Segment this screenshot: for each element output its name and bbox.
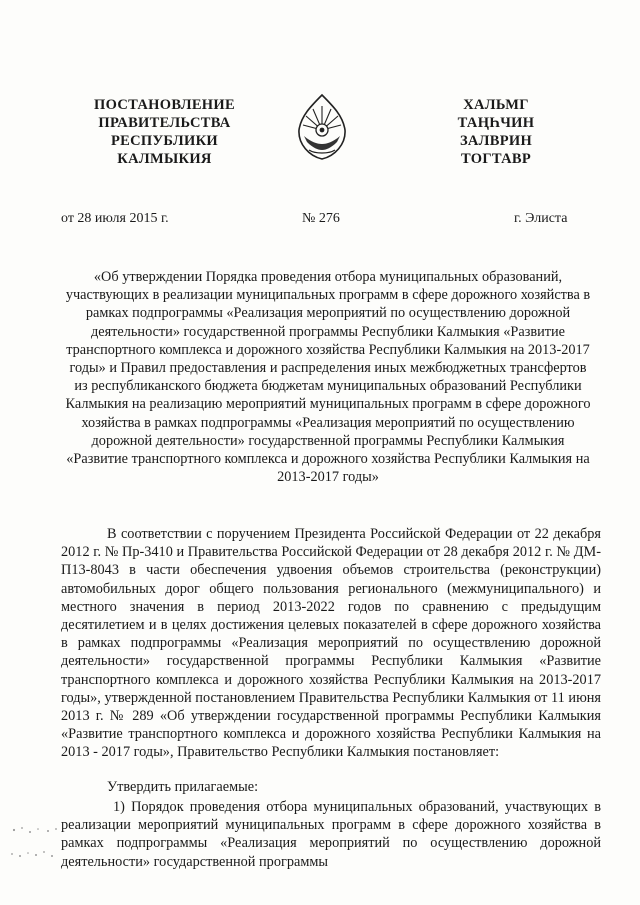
preamble-paragraph: В соответствии с поручением Президента Российской Федерации от 22 декабря 2012 г. № Пр-3410 и Правительства Российской Федерации от 28 декабря 2012 г. № ДМ-П13-8043 в части обеспечения удвоения объемов строительства (реконструкции) автомобильных дорог общего пользования регионального (межмуниципального) и местного значения в период 2013-2022 годов по сравнению с предыдущим десятилетием и в целях достижения целевых показателей в сфере дорожного хозяйства в рамках подпрограммы «Реализация мероприятий по осуществлению дорожной деятельности» государственной программы Республики Калмыкия «Развитие транспортного комплекса и дорожного хозяйства Республики Калмыкия на 2013-2017 годы», утвержденной постановлением Правительства Республики Калмыкия от 11 июня 2013 г. № 289 «Об утверждении государственной программы Республики Калмыкия «Развитие транспортного комплекса и дорожного хозяйства Республики Калмыкия на 2013 - 2017 годы», Правительство Республики Калмыкия постановляет: (61, 526, 601, 761)
approve-line: Утвердить прилагаемые: (107, 779, 259, 795)
header-left-line: ПРАВИТЕЛЬСТВА (98, 115, 231, 131)
header-left-line: РЕСПУБЛИКИ (110, 133, 219, 149)
kalmykia-coat-of-arms-icon (291, 92, 353, 162)
header-left-line: ПОСТАНОВЛЕНИЕ (94, 97, 235, 113)
header-right-line: ТОГТАВР (460, 151, 532, 167)
document-number: № 276 (302, 211, 340, 226)
header-left-line: КАЛМЫКИЯ (117, 151, 212, 167)
list-item: 1) Порядок проведения отбора муниципальных образований, участвующих в реализации мероприятий муниципальных программ в сфере дорожного хозяйства в рамках подпрограммы «Реализация мероприятий по осуществлению дорожной деятельности» государственной программы (61, 799, 601, 870)
document-city: г. Элиста (514, 211, 568, 226)
header-russian-title (82, 96, 247, 168)
scan-noise-mark (8, 820, 63, 870)
header-kalmyk-title (436, 96, 556, 168)
header-right-line: ХАЛЬМГ (463, 97, 529, 113)
header-right-line: ТАҢҺЧИН (457, 115, 535, 131)
header-right-line: ЗАЛВРИН (459, 133, 533, 149)
document-date: от 28 июля 2015 г. (61, 211, 169, 226)
resolution-title: «Об утверждении Порядка проведения отбора муниципальных образований, участвующих в реализации муниципальных программ в сфере дорожного хозяйства в рамках подпрограммы «Реализация мероприятий по осуществлению дорожной деятельности» государственной программы Республики Калмыкия «Развитие транспортного комплекса и дорожного хозяйства Республики Калмыкия на 2013-2017 годы» и Правил предоставления и распределения иных межбюджетных трансфертов из республиканского бюджета бюджетам муниципальных образований Республики Калмыкия на реализацию мероприятий муниципальных программ в сфере дорожного хозяйства в рамках подпрограммы «Реализация мероприятий по осуществлению дорожной деятельности» государственной программы Республики Калмыкия «Развитие транспортного комплекса и дорожного хозяйства Республики Калмыкия на 2013-2017 годы» (65, 269, 591, 486)
